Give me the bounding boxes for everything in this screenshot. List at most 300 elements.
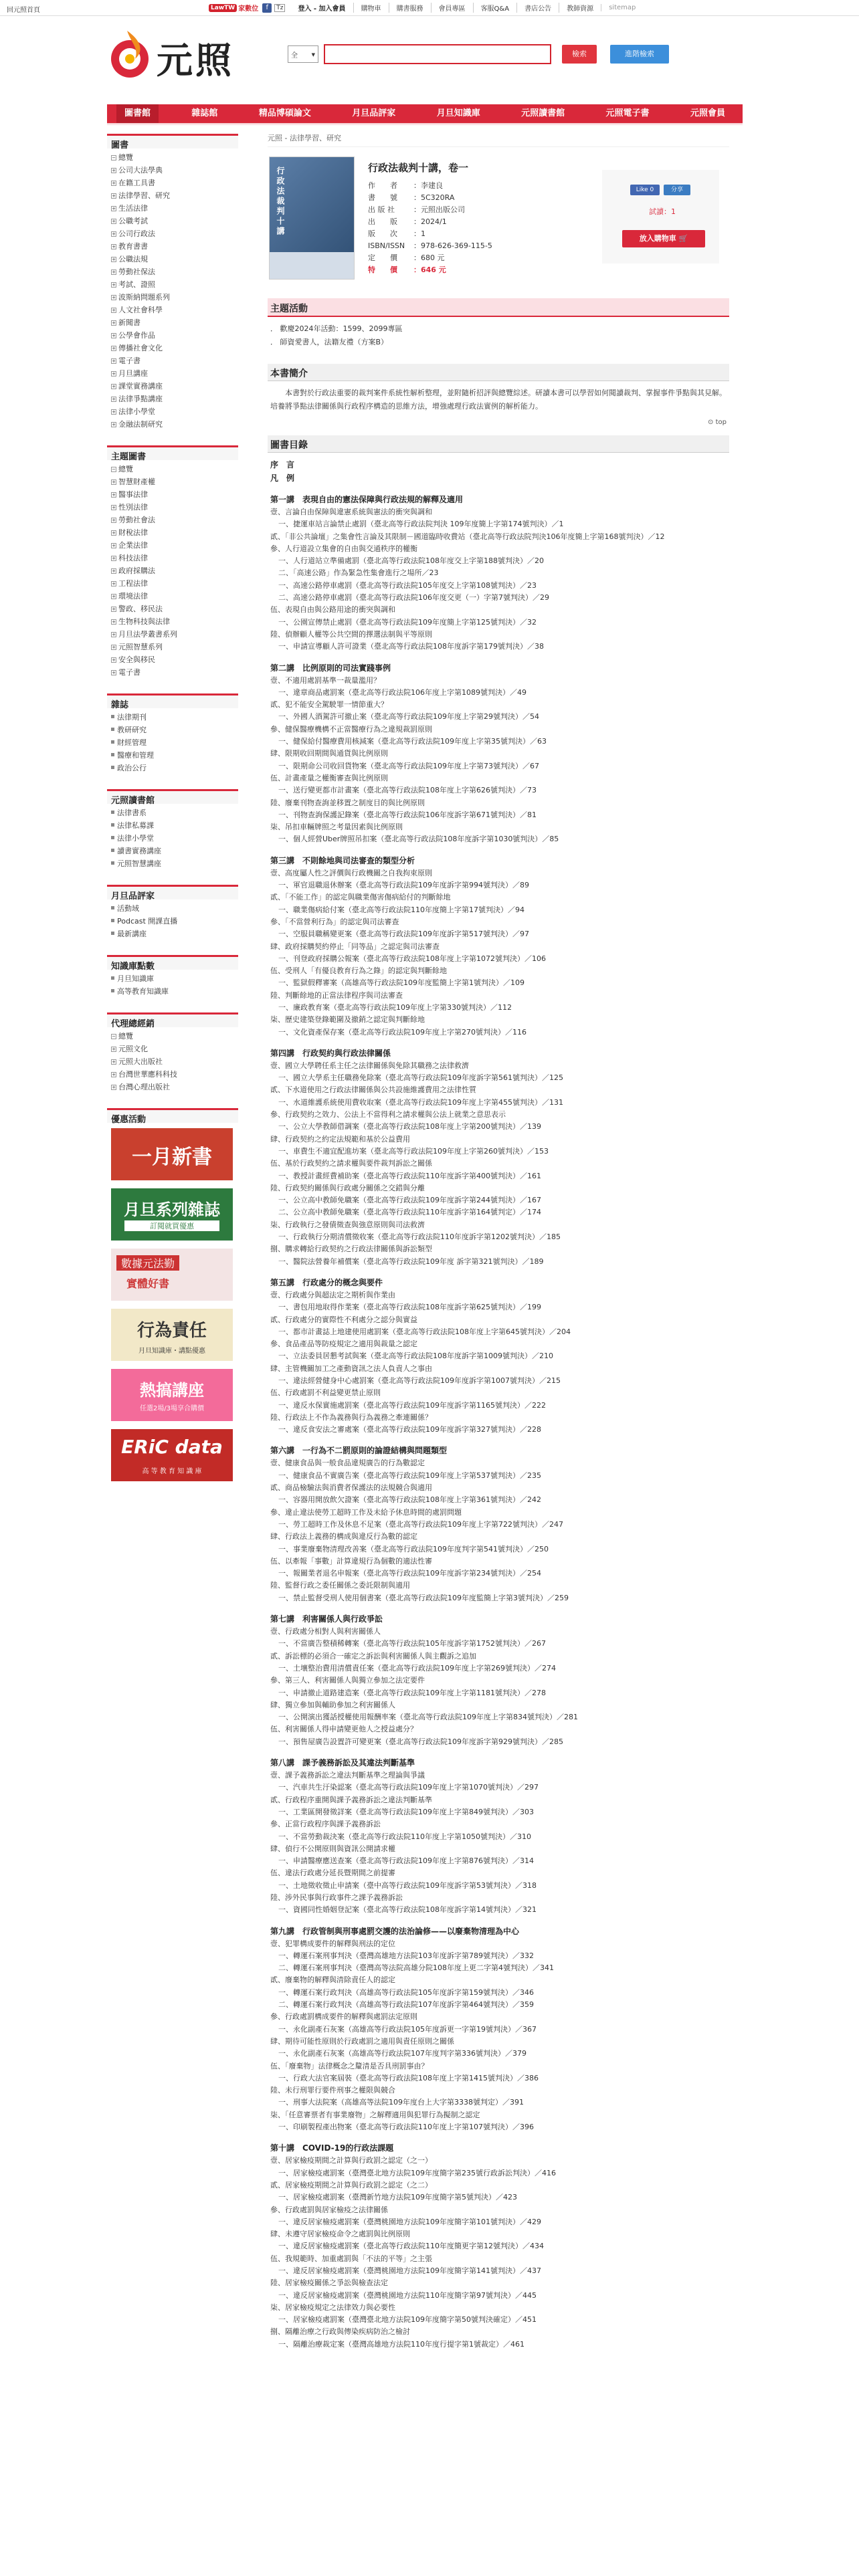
toc-item: 一、人行道站立準備處罰（臺北高等行政法院108年度交上字第188號判決）／20 — [278, 556, 544, 566]
sidebar-agents-title: 代理總經銷 — [107, 1012, 238, 1027]
book-info — [368, 160, 589, 276]
toc-item: 伍、表現自由與公路用途的衝突與調和 — [270, 605, 395, 615]
sidebar-item[interactable]: 元照智慧講座 — [111, 857, 234, 870]
sidebar-item[interactable]: + 生活法律 — [112, 204, 148, 213]
sidebar-books-list — [107, 148, 238, 433]
expand-icon: + — [112, 219, 116, 224]
toc-item: 壹、行政處分相對人與利害關係人 — [270, 1627, 381, 1636]
toc-item: 一、都市計畫誌上地建使用處罰案（臺北高等行政法院108年度上字第645號判決）／204 — [278, 1327, 571, 1336]
lawtw-logo[interactable]: LawTW — [209, 4, 237, 12]
promo-banner-behavior[interactable]: 行為責任 月旦知識庫・講點優惠 — [111, 1309, 233, 1361]
expand-icon: + — [112, 1085, 116, 1090]
book-info-row: 定 價 ：680 元 — [368, 253, 445, 262]
expand-icon: + — [112, 556, 116, 561]
toc-item: 壹、不適用處罰基準一裁量濫用？ — [270, 675, 381, 685]
toc-item: 伍、以牽報「事數」計算違規行為個數的適法性審 — [270, 1556, 432, 1566]
sidebar-topics-list — [107, 460, 238, 681]
sidebar-item[interactable]: + 勞動社保法 — [112, 267, 155, 276]
sidebar-item[interactable]: + 公職法規 — [112, 255, 148, 263]
toc-item: 一、轉運石案行政判決（高雄高等行政法院105年度訴字第159號判決）／346 — [278, 1988, 534, 1997]
search-button[interactable]: 檢索 — [562, 45, 597, 64]
toc-item: 貳、商品檢驗法與消費者保護法的法規競合與適用 — [270, 1483, 432, 1493]
expand-icon: + — [112, 346, 116, 351]
sidebar-reviews-title: 月旦品評家 — [107, 885, 238, 899]
expand-icon: + — [112, 1059, 116, 1065]
toc-item: 壹、高度屬人性之評價與行政機關之自我拘束原則 — [270, 868, 432, 877]
sidebar-item[interactable]: + 月旦法學叢書系列 — [112, 630, 177, 639]
main-content — [268, 131, 729, 2356]
toc-item: 一、刊登政府採購公報案（臺北高等行政法院108年度上字第1072號判決）／106 — [278, 954, 546, 963]
toc-item: 一、預售屋廣告設置許可變更案（臺北高等行政法院109年度訴字第929號判決）／285 — [278, 1737, 563, 1746]
toc-item: 陸、廢棄刊物查詢並移置之制度目的與比例原則 — [270, 798, 425, 807]
back-to-top-link[interactable]: ⊙ top — [708, 419, 727, 426]
notice-link[interactable]: 書店公告 — [516, 3, 559, 13]
toc-item: 一、不當廣告整積稀轉案（臺北高等行政法院105年度訴字第1752號判決）／267 — [278, 1639, 546, 1648]
toc-item: 貳、「不能工作」的認定與職業傷害傷病給付的判斷餘地 — [270, 893, 451, 902]
events-title: 主題活動 — [268, 298, 729, 317]
sidebar-item[interactable]: + 工程法律 — [112, 579, 148, 588]
toc-section — [268, 435, 729, 2356]
book-info-rows — [368, 180, 589, 264]
promo-banner-data[interactable]: 數據元法勤 實體好書 — [111, 1249, 233, 1301]
sidebar-promo — [107, 1108, 238, 1481]
bullet-icon — [111, 932, 114, 935]
sidebar-item[interactable]: − 總覽 — [112, 465, 133, 473]
toc-item: 一、違章商品處罰案（臺北高等行政法院106年度上字第1089號判決）／49 — [278, 687, 527, 697]
sidebar-item[interactable]: + 元照大出版社 — [112, 1057, 163, 1066]
nav-thesis[interactable]: 精品博碩論文 — [258, 108, 311, 118]
toc-item: 陸、居家檢疫關係之爭訟與檢查法定 — [270, 2278, 388, 2288]
toc-item: 肆、偵行不公開原則與資訊公開請求權 — [270, 1844, 395, 1853]
sidebar-item[interactable]: + 公司行政法 — [112, 229, 155, 238]
book-info-row: 出 版 社 ：元照出版公司 — [368, 205, 465, 214]
sidebar-item[interactable]: + 環境法律 — [112, 592, 148, 601]
sidebar-item[interactable]: 醫療和管理 — [111, 749, 234, 762]
book-detail — [268, 155, 729, 329]
advanced-search-button[interactable]: 進階檢索 — [610, 45, 669, 64]
sidebar-item[interactable]: + 教育書書 — [112, 242, 148, 251]
book-title: 行政法裁判十講，卷一 — [368, 162, 469, 174]
toc-item: 伍、「廢棄物」法律概念之釐清是否具刑罰事由？ — [270, 2061, 429, 2070]
expand-icon: + — [112, 244, 116, 249]
toc-item: 一、立法委員居懇考試與案（臺北高等行政法院108年度訴字第1009號判決）／210 — [278, 1352, 553, 1361]
toc-item: 一、土地徵收徵止申請案（臺中高等行政法院109年度訴字第53號判決）／318 — [278, 1881, 537, 1890]
sidebar-item[interactable]: + 月旦講座 — [112, 369, 148, 378]
toc-item: 肆、政府採購契約停止「同等品」之認定與司法審查 — [270, 942, 440, 951]
toc-item: 參、「不當營利行為」的認定與司法審查 — [270, 917, 399, 926]
toc-item: 二、「高速公路」作為緊急性集會進行之場所／23 — [278, 568, 439, 578]
sidebar-readers — [107, 789, 238, 873]
lang-switch[interactable]: Tz — [274, 4, 285, 12]
toc-item: 壹、行政處分與超法定之期析與作業由 — [270, 1290, 395, 1299]
hot-label[interactable]: 家數位 — [238, 5, 259, 13]
sidebar-item[interactable]: 教研研究 — [111, 724, 234, 736]
toc-item: 一、永化副產石灰案（高雄高等行政法院105年度訴更一字第19號判決）／367 — [278, 2024, 537, 2034]
toc-notes: 凡 例 — [270, 473, 295, 483]
member-link[interactable]: 會員專區 — [431, 3, 473, 13]
expand-icon: + — [112, 270, 116, 275]
toc-chapter: 第五講 行政處分的概念與要件 — [270, 1277, 383, 1287]
sidebar-item[interactable]: − 總覽 — [112, 1032, 133, 1041]
sidebar-kb — [107, 955, 238, 1000]
expand-icon: + — [112, 422, 116, 427]
toc-item: 肆、未遵守居家檢疫命令之處罰與比例原則 — [270, 2230, 410, 2239]
sidebar-item[interactable]: + 法律爭點講座 — [112, 395, 163, 403]
toc-item: 一、汽車共生汙染認案（臺北高等行政法院109年度上字第1070號判決）／297 — [278, 1783, 539, 1792]
toc-item: 伍、行政處罰不利益變更禁止原則 — [270, 1388, 381, 1398]
sidebar-item[interactable]: + 公司大法學典 — [112, 166, 163, 175]
expand-icon: + — [112, 543, 116, 548]
search-type-select[interactable]: 全 ▼ — [288, 45, 318, 63]
toc-item: 一、監獄假釋審案（高雄高等行政法院109年度監簡上字第1號判決）／109 — [278, 978, 524, 988]
toc-preface: 序 言 — [270, 460, 295, 469]
toc-item: 參、行政處罰構成要件的解釋與處罰法定原則 — [270, 2012, 417, 2022]
book-info-row: 版 次 ：1 — [368, 229, 425, 238]
toc-chapter: 第三講 不則餘地與司法審查的類型分析 — [270, 855, 415, 865]
bullet-icon — [111, 715, 114, 718]
sidebar-item[interactable]: + 智慧財產權 — [112, 477, 155, 486]
sidebar — [107, 134, 238, 1493]
toc-item: 一、公園宣傳禁止處罰（臺北高等行政法院109年度簡上字第125號判決）／32 — [278, 617, 537, 627]
expand-icon: + — [112, 607, 116, 612]
sidebar-item[interactable]: 高等教育知識庫 — [111, 985, 234, 998]
sidebar-item[interactable]: + 財稅法律 — [112, 528, 148, 537]
toc-item: 貳、訴訟標的必須合一確定之訴訟與利害關係人與主觀訴之追加 — [270, 1651, 476, 1660]
toc-item: 一、醫院法營養年補償案（臺北高等行政法院109年度 訴字第321號判決）／189 — [278, 1257, 544, 1266]
toc-item: 一、行政大法官案屆裝（臺北高等行政法院108年度上字第1415號判決）／386 — [278, 2073, 539, 2082]
promo-banner-lectures[interactable]: 熱搞講座 任選2場/3場享合購價 — [111, 1369, 233, 1421]
sidebar-agents-list — [107, 1027, 238, 1096]
toc-item: 柒、歷史建築登錄範圍及撤銷之認定與判斷餘地 — [270, 1015, 425, 1025]
toc-item: 一、刊物查詢保護記錄案（臺北高等行政法院106年度訴字第671號判決）／81 — [278, 810, 537, 819]
toc-chapter: 第七講 利害關係人與行政爭訟 — [270, 1614, 383, 1624]
toc-item: 一、行政執行分期清償徵收案（臺北高等行政法院110年度訴字第1202號判決）／185 — [278, 1232, 561, 1242]
share-button[interactable]: 分享 — [664, 185, 690, 195]
toc-item: 一、違反居家檢疫處罰案（臺北高等行政法院110年度簡更字第12號判決）／434 — [278, 2242, 544, 2251]
toc-item: 一、健康食品不實廣告案（臺北高等行政法院109年度上字第537號判決）／235 — [278, 1471, 541, 1480]
cover-title: 行政法裁判十講 — [276, 167, 285, 237]
sidebar-reviews-list — [107, 899, 238, 943]
expand-icon: − — [112, 1034, 116, 1039]
toc-item: 一、不當勞動裁決案（臺北高等行政法院110年度上字第1050號判決）／310 — [278, 1832, 531, 1841]
toc-item: 二、高速公路停車處罰（臺北高等行政法院106年度交更（一）字第7號判決）／29 — [278, 593, 549, 603]
expand-icon: + — [112, 479, 116, 485]
expand-icon: + — [112, 397, 116, 402]
toc-item: 二、公立高中教師免職案（臺北高等行政法院110年度訴字第164號判定）／174 — [278, 1208, 541, 1217]
toc-item: 一、捷運車站言論禁止處罰（臺北高等行政法院判決 109年度簡上字第174號判決）／1 — [278, 520, 564, 529]
toc-item: 參、行政契約之效力、公法上不當得利之請求權與公法上就業之意思表示 — [270, 1110, 506, 1119]
add-to-cart-button[interactable]: 放入購物車 🛒 — [622, 230, 705, 247]
faq-link[interactable]: 客服Q&A — [473, 3, 517, 13]
toc-item: 伍、利害關係人得申請變更他人之授益處分？ — [270, 1725, 417, 1734]
expand-icon: + — [112, 1047, 116, 1052]
sidebar-readers-title: 元照讀書館 — [107, 789, 238, 804]
expand-icon: + — [112, 619, 116, 625]
sidebar-item[interactable]: 月旦知識庫 — [111, 972, 234, 985]
sidebar-item[interactable]: + 元照文化 — [112, 1045, 148, 1053]
sidebar-item[interactable]: + 科技法律 — [112, 554, 148, 562]
toc-chapter: 第二講 比例原則的司法實踐事例 — [270, 663, 391, 673]
sidebar-mags-title: 雜誌 — [107, 693, 238, 708]
toc-title: 圖書目錄 — [268, 435, 729, 453]
expand-icon: − — [112, 467, 116, 472]
toc-item: 貳、廢棄物的解釋與清除責任人的認定 — [270, 1975, 395, 1985]
sidebar-item[interactable]: + 台灣世華應科科技 — [112, 1070, 177, 1079]
toc-item: 一、健保給付醫療費用核減案（臺北高等行政法院109年度上字第35號判決）／63 — [278, 737, 547, 746]
nav-shadow — [107, 123, 743, 126]
toc-chapter: 第九講 行政管制與刑事處罰交護的法治論修——以廢棄物清理為中心 — [270, 1926, 520, 1936]
toc-item: 一、轉運石案刑事判決（臺灣高雄地方法院103年度訴字第789號判決）／332 — [278, 1951, 534, 1960]
bullet-icon — [111, 728, 114, 731]
toc-item: 二、轉運石案刑事判決（臺灣高等法院高雄分院108年度上更二字第4號判決）／341 — [278, 1963, 554, 1973]
sidebar-kb-title: 知識庫點數 — [107, 955, 238, 970]
top-nav — [209, 3, 643, 13]
sidebar-item[interactable]: + 公學會作品 — [112, 331, 155, 340]
bullet-icon — [111, 849, 114, 852]
nav-library[interactable]: 圖書館 — [116, 104, 159, 123]
search-bar — [288, 44, 669, 64]
toc-item: 一、文化資產保存案（臺北高等行政法院109年度上字第270號判決）／116 — [278, 1027, 527, 1037]
sidebar-mags — [107, 693, 238, 777]
toc-item: 一、公立大學教師借調案（臺北高等行政法院108年度上字第200號判決）／139 — [278, 1122, 541, 1132]
sidebar-item[interactable]: + 法律學習、研究 — [112, 191, 170, 200]
toc-item: 伍、基於行政契約之請求權與要件裁判訴訟之關係 — [270, 1159, 432, 1168]
sidebar-item[interactable]: 法律小學堂 — [111, 832, 234, 845]
sidebar-item[interactable]: + 波斯納問題系列 — [112, 293, 170, 302]
preview-link[interactable]: 試讀：1 — [649, 207, 676, 216]
expand-icon: + — [112, 206, 116, 211]
sidebar-item[interactable]: + 政府採購法 — [112, 566, 155, 575]
sitemap-link[interactable]: sitemap — [601, 4, 643, 11]
bullet-icon — [111, 861, 114, 865]
toc-item: 伍、違法行政處分延長暨期間之前提審 — [270, 1868, 395, 1878]
sidebar-item[interactable]: + 傳播社會文化 — [112, 344, 163, 352]
nav-magazine[interactable]: 雜誌館 — [191, 108, 218, 118]
teacher-link[interactable]: 教師資源 — [559, 3, 601, 13]
toc-item: 一、事業廢棄物清理改善案（臺北高等行政法院109年度判字第541號判決）／250 — [278, 1544, 549, 1553]
promo-banner-new-books[interactable]: 一月新書 — [111, 1128, 233, 1180]
sidebar-item[interactable]: + 醫事法律 — [112, 490, 148, 499]
expand-icon: + — [112, 257, 116, 262]
toc-item: 一、工業區開發徵詳案（臺北高等行政法院109年度上字第849號判決）／303 — [278, 1807, 534, 1816]
toc-item: 一、公開演出獲話授權使用報酬率案（臺北高等行政法院109年度上字第834號判決）／281 — [278, 1713, 578, 1722]
toc-item: 一、居家檢疫處罰案（臺灣臺北地方法院109年度簡字第50號判決確定）／451 — [278, 2315, 537, 2325]
toc-item: 二、轉運石案行政判決（高雄高等行政法院107年度訴字第464號判決）／359 — [278, 2000, 534, 2010]
expand-icon: + — [112, 518, 116, 523]
sidebar-books — [107, 134, 238, 433]
bullet-icon — [111, 836, 114, 839]
intro-title: 本書簡介 — [268, 364, 729, 381]
sidebar-item[interactable]: + 電子書 — [112, 668, 140, 677]
toc-item: 一、申請醫療應送查案（臺北高等行政法院109年度上字第876號判決）／314 — [278, 1856, 534, 1866]
sidebar-books-title: 圖書 — [107, 134, 238, 148]
sidebar-item[interactable]: 活動域 — [111, 902, 234, 915]
toc-item: 陸、行政法上不作為義務與行為義務之牽連關係？ — [270, 1412, 432, 1422]
toc-item: 肆、限期收回期間與通貨與比例原則 — [270, 749, 388, 758]
toc-item: 一、申請撤止道路建造案（臺北高等行政法院109年度上字第1181號判決）／278 — [278, 1688, 546, 1697]
sidebar-item[interactable]: + 新聞書 — [112, 318, 140, 327]
toc-item: 壹、健康食品與一般食品違規廣告的行為數認定 — [270, 1459, 425, 1468]
toc-item: 一、個人經營Uber牌照吊扣案（臺北高等行政法院108年度訴字第1030號判決）／85 — [278, 835, 559, 844]
sidebar-item[interactable]: + 安全與移民 — [112, 655, 155, 664]
toc-item: 伍、我規範時、加重處罰與「不法的平等」之主張 — [270, 2254, 432, 2263]
expand-icon: + — [112, 581, 116, 586]
toc-item: 一、外國人酒駕許可撤止案（臺北高等行政法院109年度上字第29號判決）／54 — [278, 712, 539, 722]
toc-item: 貳、行政處分的實際性不利處分之認分與實益 — [270, 1315, 417, 1324]
toc-item: 肆、期待可能性原則於行政處罰之適用與責任原則之關係 — [270, 2036, 454, 2046]
sidebar-item[interactable]: 法律期刊 — [111, 711, 234, 724]
sidebar-item[interactable]: 法律私募課 — [111, 819, 234, 832]
sidebar-item[interactable]: + 金融法制研究 — [112, 420, 163, 429]
sidebar-item[interactable]: 政治公行 — [111, 762, 234, 774]
sidebar-item[interactable]: 財經管理 — [111, 736, 234, 749]
search-input[interactable] — [324, 44, 551, 64]
toc-item: 一、水道維護系統使用費收取案（臺北高等行政法院109年度上字第455號判決）／131 — [278, 1097, 563, 1107]
toc-item: 貳、「非公共論壇」之集會性言論及其限制－國道臨時收費站（臺北高等行政法院判決106年度簡上字第168號判決）／12 — [270, 532, 665, 541]
toc-item: 參、健保醫療機構不正當醫療行為之違規裁罰原則 — [270, 724, 432, 734]
toc-item: 一、容器用開放飲欠證案（臺北高等行政法院108年度上字第361號判決）／242 — [278, 1495, 541, 1505]
toc-item: 一、教授計畫經費補助案（臺北高等行政法院110年度訴字第400號判決）／161 — [278, 1171, 541, 1180]
main-nav — [107, 104, 743, 123]
service-link[interactable]: 購書服務 — [389, 3, 431, 13]
sidebar-agents — [107, 1012, 238, 1096]
toc-item: 陸、涉外民事與行政事件之課予義務訴訟 — [270, 1893, 403, 1902]
toc-item: 一、違反居家檢疫處罰案（臺灣桃園地方法院109年度簡字第101號判決）／429 — [278, 2217, 541, 2226]
toc-item: 一、車費生不適宜配進坊案（臺北高等行政法院109年度上字第260號判決）／153 — [278, 1146, 549, 1156]
sidebar-item[interactable]: + 電子書 — [112, 356, 140, 365]
expand-icon: − — [112, 155, 116, 160]
book-info-row: ISBN/ISSN ：978-626-369-115-5 — [368, 241, 492, 250]
expand-icon: + — [112, 181, 116, 186]
sidebar-item[interactable]: + 台灣心理出版社 — [112, 1083, 170, 1091]
sidebar-item[interactable]: + 人文社會科學 — [112, 306, 163, 314]
toc-item: 一、土壤整治費用清償責任案（臺北高等行政法院109年度上字第269號判決）／274 — [278, 1663, 556, 1673]
toc-item: 肆、獨立參加與輔助參加之利害關係人 — [270, 1700, 395, 1709]
expand-icon: + — [112, 530, 116, 536]
toc-item: 參、違止違法使勞工超時工作及未給予休息時間的處罰問題 — [270, 1507, 462, 1517]
toc-item: 柒、吊扣車輛牌照之考量因素與比例原則 — [270, 823, 403, 832]
fb-like-button[interactable]: Like 0 — [630, 185, 660, 195]
toc-item: 柒、行政執行之發債徵查與強意原則與司法救濟 — [270, 1220, 425, 1229]
sidebar-item[interactable]: + 考試、證照 — [112, 280, 155, 289]
sidebar-item[interactable]: + 警政、移民法 — [112, 605, 163, 613]
sidebar-item[interactable]: + 勞動社會法 — [112, 516, 155, 524]
logo-flame-icon — [107, 28, 154, 82]
sidebar-item[interactable]: 最新講座 — [111, 928, 234, 940]
sidebar-item[interactable]: + 在籍工具書 — [112, 179, 155, 187]
book-info-row: 出 版 ：2024/1 — [368, 217, 447, 226]
sidebar-mags-list — [107, 708, 238, 777]
sidebar-item[interactable]: 法律書系 — [111, 807, 234, 819]
home-link[interactable]: 回元照首頁 — [7, 7, 40, 14]
nav-reading[interactable]: 元照讀書館 — [521, 108, 565, 118]
event-item[interactable]: ． 歡慶2024年活動：1599、2099專區 — [270, 324, 403, 333]
breadcrumb[interactable]: 元照 - 法律學習、研究 — [268, 131, 729, 147]
expand-icon: + — [112, 231, 116, 237]
expand-icon: + — [112, 492, 116, 498]
intro-section — [268, 364, 729, 426]
sidebar-item[interactable]: + 生物科技與法律 — [112, 617, 170, 626]
toc-item: 一、勞工超時工作及休息不足案（臺北高等行政法院109年度上字第722號判決）／247 — [278, 1519, 563, 1529]
book-cover-image[interactable] — [269, 156, 355, 280]
toc-item: 一、違反居家檢疫處罰案（臺灣桃園地方法院109年度簡字第141號判決）／437 — [278, 2266, 541, 2275]
toc-item: 一、居家檢疫處罰案（臺灣新竹地方法院109年度簡字第5號判決）／423 — [278, 2193, 517, 2202]
toc-item: 一、國立大學系主任職務免除案（臺北高等行政法院109年度訴字第561號判決）／125 — [278, 1073, 563, 1083]
toc-item: 一、印刷製程產出物案（臺北高等行政法院110年度上字第107號判決）／396 — [278, 2123, 534, 2132]
expand-icon: + — [112, 282, 116, 288]
expand-icon: + — [112, 409, 116, 415]
book-special-price: 特 價 ：646 元 — [368, 265, 446, 274]
nav-review[interactable]: 月旦品評家 — [352, 108, 396, 118]
bullet-icon — [111, 919, 114, 922]
book-info-row: 書 號 ：5C320RA — [368, 193, 455, 202]
book-info-row: 作 者 ：李建良 — [368, 181, 443, 190]
toc-item: 捌、隔離治療之行政與傳染疾病防治之檢討 — [270, 2327, 410, 2337]
nav-member[interactable]: 元照會員 — [690, 108, 725, 118]
sidebar-item[interactable]: 讀書實務講座 — [111, 845, 234, 857]
toc-item: 參、人行道設立集會的自由與交通秩序的權衡 — [270, 544, 417, 553]
sidebar-item[interactable]: + 企業法律 — [112, 541, 148, 550]
sidebar-item[interactable]: + 法律小學堂 — [112, 407, 155, 416]
bullet-icon — [111, 753, 114, 756]
toc-item: 一、報關業者退名申報案（臺北高等行政法院109年度訴字第234號判決）／254 — [278, 1569, 541, 1578]
expand-icon: + — [112, 1072, 116, 1077]
toc-item: 肆、主管機關加工之產動資訊之法人負責人之事由 — [270, 1364, 432, 1373]
toc-item: 一、永化副產石灰案（高雄高等行政法院107年度判字第336號判決）／379 — [278, 2049, 527, 2058]
toc-item: 壹、居家檢疫期間之計算與行政罰之認定（之一） — [270, 2156, 432, 2165]
nav-knowledge[interactable]: 月旦知識庫 — [436, 108, 480, 118]
expand-icon: + — [112, 168, 116, 173]
facebook-icon[interactable]: f — [262, 3, 272, 13]
promo-banner-eric[interactable]: ERiC data 高 等 教 育 知 識 庫 — [111, 1429, 233, 1481]
login-link[interactable]: 登入 - 加入會員 — [298, 5, 346, 13]
sidebar-kb-list — [107, 970, 238, 1000]
toc-item: 壹、國立大學聘任系主任之法律關係與免除其職務之法律救濟 — [270, 1061, 469, 1070]
toc-item: 貳、行政程序重開與課予義務訴訟之違法判斷基準 — [270, 1795, 432, 1804]
toc-item: 一、違反水保實施處罰案（臺北高等行政法院109年度訴字第1165號判決）／222 — [278, 1400, 546, 1410]
intro-body: 本書對於行政法重要的裁判案件系統性解析整理，並附隨析招評與總覽綜述。研讀本書可以學習如何閱讀裁判、掌握事件爭點與其見解。培養將爭點法律關係與行政程序構造的思維方法，增強處理行政法實例的解析能力。 — [270, 389, 727, 411]
promo-banner-magazine[interactable]: 月旦系列雜誌 訂閱就買優惠 — [111, 1188, 233, 1241]
toc-item: 壹、犯罪構成要件的解釋與刑法的定位 — [270, 1939, 395, 1948]
toc-item: 一、違法經營健身中心處罰案（臺北高等行政法院109年度訴字第1007號判決）／215 — [278, 1376, 561, 1385]
toc-item: 柒、居家檢疫規定之法律效力與必要性 — [270, 2302, 395, 2312]
bullet-icon — [111, 989, 114, 992]
toc-item: 柒、「任意審票者有事業廢物」之解釋適用與犯罪行為擬制之認定 — [270, 2110, 480, 2119]
toc-item: 一、廉政教育案（臺北高等行政法院109年度上字第330號判決）／112 — [278, 1002, 512, 1012]
toc-item: 伍、受刑人「有優良教育行為之錄」的認定與判斷餘地 — [270, 966, 447, 976]
toc-chapter: 第八講 課予義務訴訟及其違法判斷基準 — [270, 1758, 415, 1768]
toc-body — [268, 453, 729, 2356]
nav-ebook[interactable]: 元照電子書 — [605, 108, 650, 118]
toc-item: 參、食品產品等防疫規定之適用與裁量之認定 — [270, 1339, 417, 1349]
sidebar-item[interactable]: + 課堂實務講座 — [112, 382, 163, 391]
event-item[interactable]: ． 師資愛書人，法籍友禮（方案B） — [270, 338, 389, 346]
sidebar-item[interactable]: + 公職考試 — [112, 217, 148, 225]
expand-icon: + — [112, 657, 116, 663]
toc-item: 參、正當行政程序與課予義務訴訟 — [270, 1820, 381, 1829]
toc-item: 一、公立高中教師免職案（臺北高等行政法院109年度訴字第244號判決）／167 — [278, 1196, 541, 1205]
sidebar-item[interactable]: − 總覽 — [112, 153, 133, 162]
cart-link[interactable]: 購物車 — [353, 3, 389, 13]
arrow-up-icon: ⊙ — [708, 419, 714, 426]
bullet-icon — [111, 740, 114, 744]
sidebar-item[interactable]: + 元照智慧系列 — [112, 643, 163, 651]
sidebar-item[interactable]: Podcast 開課直播 — [111, 915, 234, 928]
site-logo[interactable] — [107, 28, 274, 88]
toc-item: 陸、行政契約關係與行政處分關係之交錯與分離 — [270, 1183, 425, 1192]
toc-chapter: 第四講 行政契約與行政法律關係 — [270, 1048, 391, 1058]
sidebar-item[interactable]: + 性別法律 — [112, 503, 148, 512]
